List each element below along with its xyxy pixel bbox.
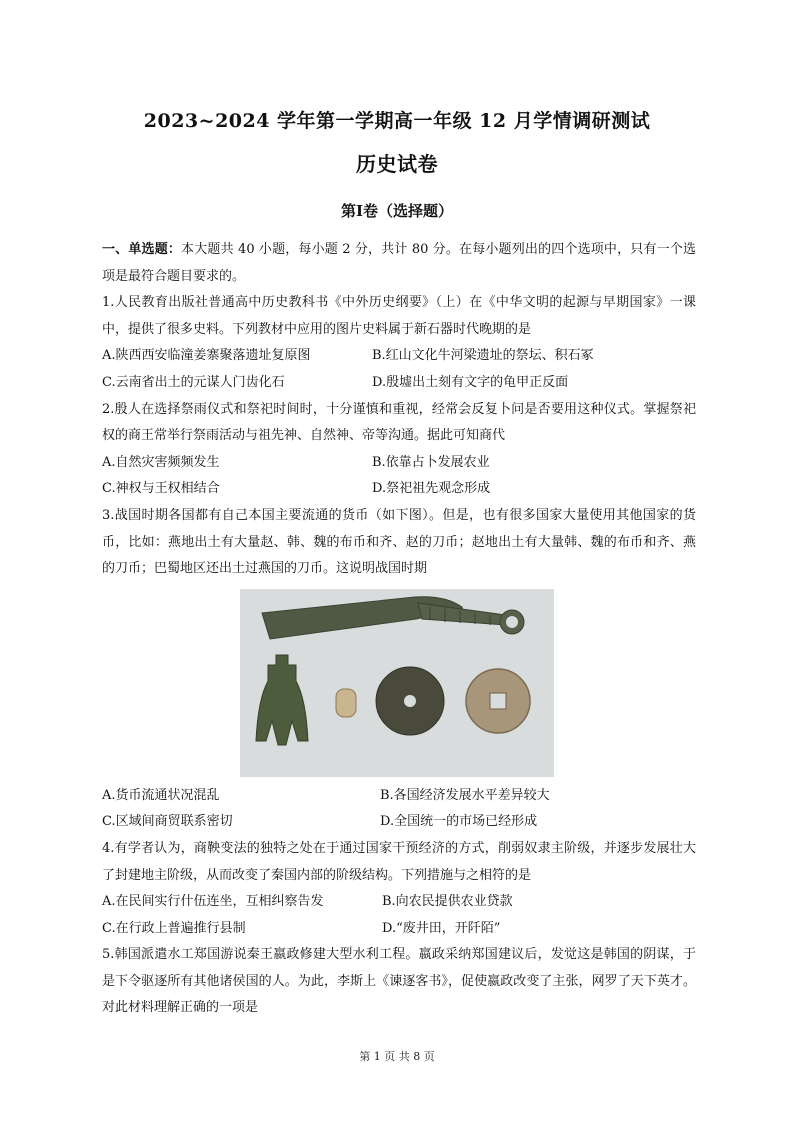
instructions: [102, 237, 696, 290]
instructions-label: 一、单选题：: [102, 242, 182, 257]
instructions-text: 本大题共 40 小题，每小题 2 分，共计 80 分。在每小题列出的四个选项中，只有一个选项是最符合题目要求的。: [102, 242, 696, 284]
option-a: A.在民间实行什伍连坐，互相纠察告发: [102, 894, 324, 910]
exam-title: 2023~2024 学年第一学期高一年级 12 月学情调研测试: [143, 110, 651, 132]
option-c: C.在行政上普遍推行县制: [102, 920, 246, 936]
option-b: B.红山文化牛河梁遗址的祭坛、积石冢: [372, 348, 594, 364]
round-coin-dark: [376, 667, 444, 735]
option-c: C.神权与王权相结合: [102, 481, 220, 497]
option-b: B.各国经济发展水平差异较大: [380, 787, 550, 803]
option-d: D.祭祀祖先观念形成: [372, 481, 491, 497]
option-row: [102, 889, 696, 916]
exam-content: [102, 237, 696, 1022]
option-a: A.货币流通状况混乱: [102, 787, 220, 803]
option-d: D.殷墟出土刻有文字的龟甲正反面: [372, 374, 569, 390]
coins-photo: [240, 589, 554, 777]
question-stem: 3.战国时期各国都有自己本国主要流通的货币（如下图）。但是，也有很多国家大量使用其他国家的货币，比如：燕地出土有大量赵、韩、魏的布币和齐、赵的刀币；赵地出土有大量韩、魏的布币和齐、燕的刀币；巴蜀地区还出土过燕国的刀币。这说明战国时期: [102, 507, 696, 577]
question-stem: 5.韩国派遣水工郑国游说秦王嬴政修建大型水利工程。嬴政采纳郑国建议后，发觉这是韩国的阴谋，于是下令驱逐所有其他诸侯国的人。为此，李斯上《谏逐客书》，促使嬴政改变了主张，网罗了天下英才。对此材料理解正确的一项是: [102, 947, 696, 1016]
option-a: A.陕西西安临潼姜寨聚落遗址复原图: [102, 348, 311, 364]
round-coin-square-hole: [466, 669, 530, 733]
option-b: B.向农民提供农业贷款: [382, 894, 513, 910]
ancient-coins-illustration: [240, 589, 554, 777]
question-stem: 1.人民教育出版社普通高中历史教科书《中外历史纲要》（上）在《中华文明的起源与早期国家》一课中，提供了很多史料。下列教材中应用的图片史料属于新石器时代晚期的是: [102, 295, 696, 337]
exam-subject: 历史试卷: [356, 152, 438, 176]
option-c: C.云南省出土的元谋人门齿化石: [102, 374, 285, 390]
option-b: B.依靠占卜发展农业: [372, 454, 490, 470]
option-a: A.自然灾害频频发生: [102, 454, 220, 470]
option-d: D.“废井田，开阡陌”: [382, 920, 501, 936]
question-stem: 2.殷人在选择祭雨仪式和祭祀时间时，十分谨慎和重视，经常会反复卜问是否要用这种仪式。掌握祭祀权的商王常举行祭雨活动与祖先神、自然神、帝等沟通。据此可知商代: [102, 401, 696, 444]
option-row: [102, 809, 696, 836]
question-stem: 4.有学者认为，商鞅变法的独特之处在于通过国家干预经济的方式，削弱奴隶主阶级，并逐步发展壮大了封建地主阶级，从而改变了秦国内部的阶级结构。下列措施与之相符的是: [102, 840, 696, 883]
option-row: [102, 370, 696, 397]
section-heading: 第Ⅰ卷（选择题）: [340, 202, 454, 220]
option-row: [102, 916, 696, 943]
page-footer: 第 1 页 共 8 页: [359, 1050, 435, 1063]
option-row: [102, 476, 696, 503]
option-row: [102, 450, 696, 477]
option-row: [102, 343, 696, 370]
option-row: [102, 783, 696, 810]
option-c: C.区域间商贸联系密切: [102, 814, 233, 830]
small-coin: [336, 689, 356, 717]
option-d: D.全国统一的市场已经形成: [380, 814, 538, 830]
